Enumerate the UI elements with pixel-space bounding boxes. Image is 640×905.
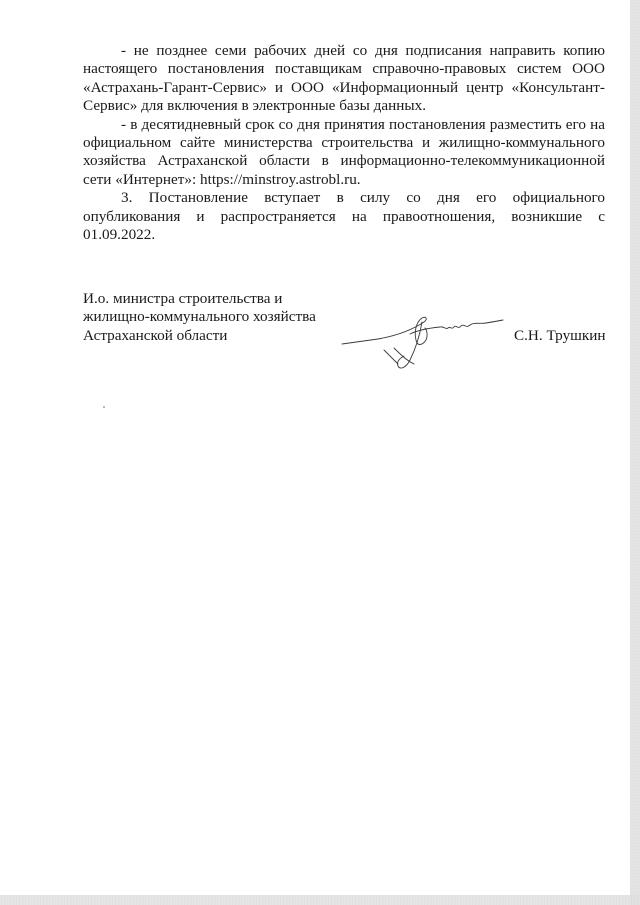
scan-border-right <box>630 0 640 905</box>
signatory-position-line-2: жилищно-коммунального хозяйства <box>83 308 316 326</box>
scan-speck <box>103 406 105 408</box>
paragraph-effective-date: 3. Постановление вступает в силу со дня его официального опубликования и распространяется на правоотношения, возникшие с 01.09.2022. <box>83 189 605 244</box>
paragraph-send-copy: - не позднее семи рабочих дней со дня подписания направить копию настоящего постановления поставщикам справочно-правовых систем ООО «Астрахань-Гарант-Сервис» и ООО «Информационный центр «Консультант-Сервис» для включения в электронные базы данных. <box>83 42 605 115</box>
signatory-position <box>83 290 316 345</box>
signatory-position-line-3: Астраханской области <box>83 326 228 344</box>
handwritten-signature <box>340 308 510 378</box>
document-body <box>83 42 605 244</box>
signatory-name: С.Н. Трушкин <box>514 327 606 344</box>
signatory-position-line-1: И.о. министра строительства и <box>83 290 283 307</box>
scan-border-bottom <box>0 895 640 905</box>
paragraph-publish-online: - в десятидневный срок со дня принятия постановления разместить его на официальном сайте министерства строительства и жилищно-коммунального хозяйства Астраханской области в информационно-телекоммуникационной сети «Интернет»: https://minstroy.astrobl.ru. <box>83 115 605 188</box>
